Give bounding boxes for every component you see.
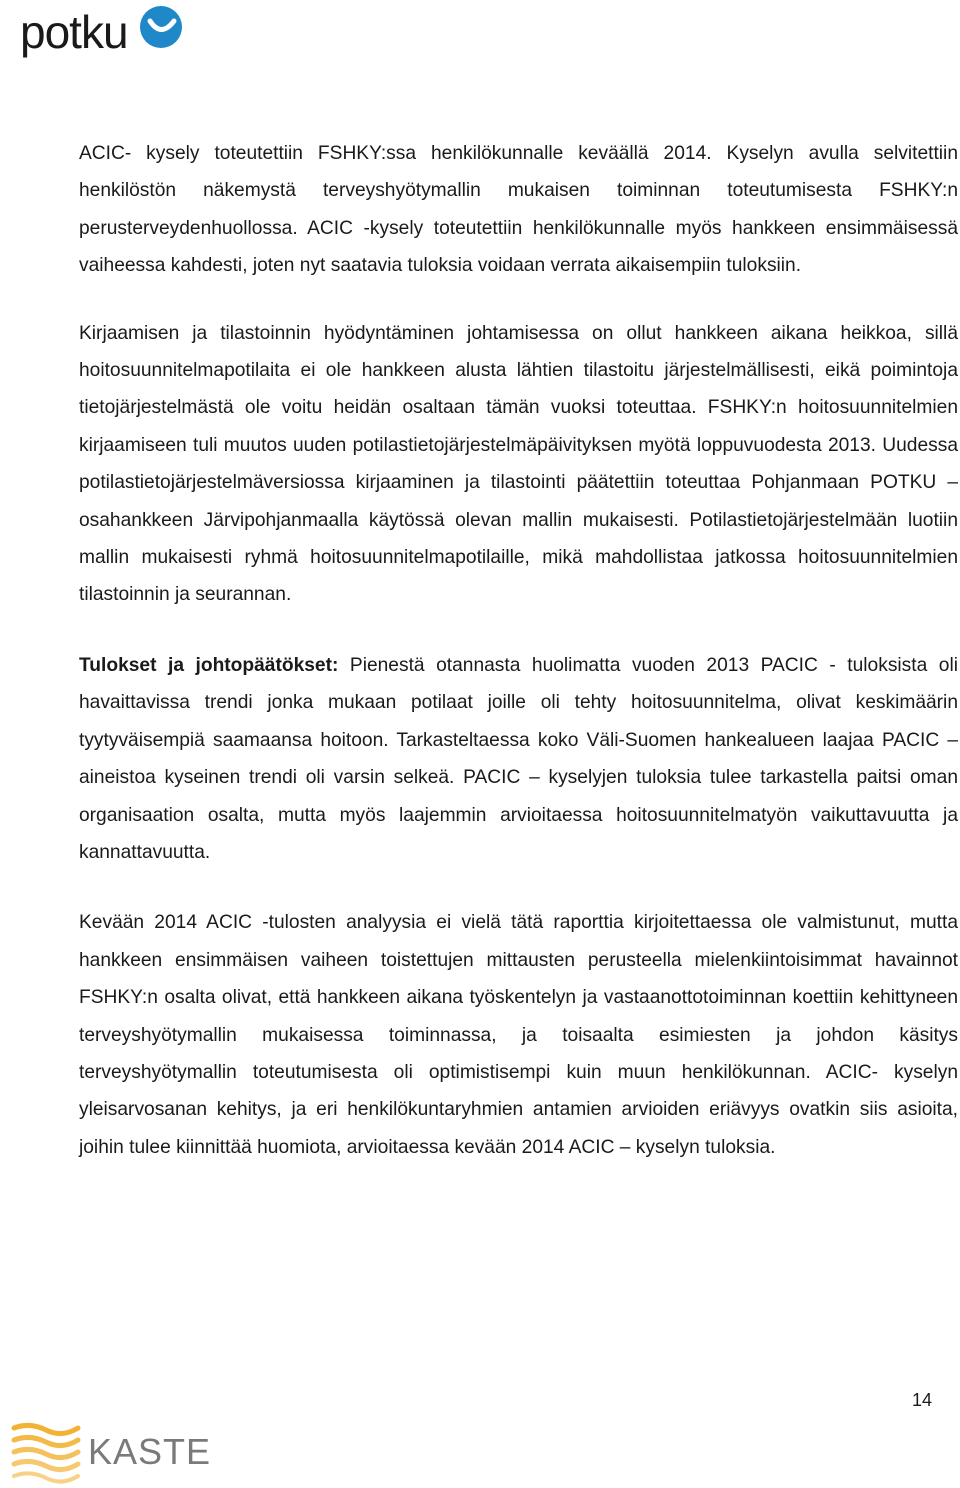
paragraph-acic-survey: ACIC- kysely toteutettiin FSHKY:ssa henkilökunnalle keväällä 2014. Kyselyn avulla selvitettiin henkilöstön näkemystä terveyshyötymallin mukaisen toiminnan toteutumisesta FSHKY:n perusterveydenhuollossa. ACIC -kysely toteutettiin henkilökunnalle myös hankkeen ensimmäisessä vaiheessa kahdesti, joten nyt saatavia tuloksia voidaan verrata aikaisempiin tuloksiin. — [79, 143, 958, 277]
page-number: 14 — [911, 1390, 932, 1410]
potku-logo-text: potku — [20, 6, 128, 58]
paragraph-spring-2014-analysis: Kevään 2014 ACIC -tulosten analyysia ei vielä tätä raporttia kirjoitettaessa ole valmistunut, mutta hankkeen ensimmäisen vaiheen toistettujen mittausten perusteella mielenkiintoisimmat havainnot FSHKY:n osalta olivat, että hankkeen aikana työskentelyn ja vastaanottotoiminnan koettiin kehittyneen terveyshyötymallin mukaisessa toiminnassa, ja toisaalta esimiesten ja johdon käsitys terveyshyötymallin toteutumisesta oli optimistisempi kuin muun henkilökunnan. ACIC- kyselyn yleisarvosanan kehitys, ja eri henkilökuntaryhmien antamien arvioiden eriävyys ovatkin siis asioita, joihin tulee kiinnittää huomiota, arvioitaessa kevään 2014 ACIC – kyselyn tuloksia. — [79, 912, 958, 1158]
paragraph-results-conclusions — [79, 647, 958, 871]
kaste-wave-icon — [14, 1425, 78, 1481]
results-text: Pienestä otannasta huolimatta vuoden 2013 PACIC - tuloksista oli havaittavissa trendi jonka mukaan potilaat joille oli tehty hoitosuunnitelma, olivat keskimäärin tyytyväisempiä saamaansa hoitoon. Tarkasteltaessa koko Väli-Suomen hankealueen laajaa PACIC – aineistoa kyseinen trendi oli varsin selkeä. PACIC – kyselyjen tuloksia tulee tarkastella paitsi oman organisaation osalta, mutta myös laajemmin arvioitaessa hoitosuunnitelmatyön vaikuttavuutta ja kannattavuutta. — [79, 654, 958, 863]
kaste-logo-text: KASTE — [88, 1431, 212, 1472]
kaste-logo — [10, 1418, 230, 1484]
potku-logo — [18, 4, 188, 64]
document-body — [79, 135, 958, 1166]
paragraph-recording-statistics: Kirjaamisen ja tilastoinnin hyödyntäminen johtamisessa on ollut hankkeen aikana heikkoa, sillä hoitosuunnitelmapotilaita ei ole hankkeen alusta lähtien tilastoitu järjestelmällisesti, eikä poimintoja tietojärjestelmästä ole voitu heidän osaltaan tämän vuoksi toteuttaa. FSHKY:n hoitosuunnitelmien kirjaamiseen tuli muutos uuden potilastietojärjestelmäpäivityksen myötä loppuvuodesta 2013. Uudessa potilastietojärjestelmäversiossa kirjaaminen ja tilastointi päätettiin toteuttaa Pohjanmaan POTKU –osahankkeen Järvipohjanmaalla käytössä olevan mallin mukaisesti. Potilastietojärjestelmään luotiin mallin mukaisesti ryhmä hoitosuunnitelmapotilaille, mikä mahdollistaa jatkossa hoitosuunnitelmien tilastoinnin ja seurannan. — [79, 322, 958, 606]
results-heading: Tulokset ja johtopäätökset: — [79, 654, 339, 676]
